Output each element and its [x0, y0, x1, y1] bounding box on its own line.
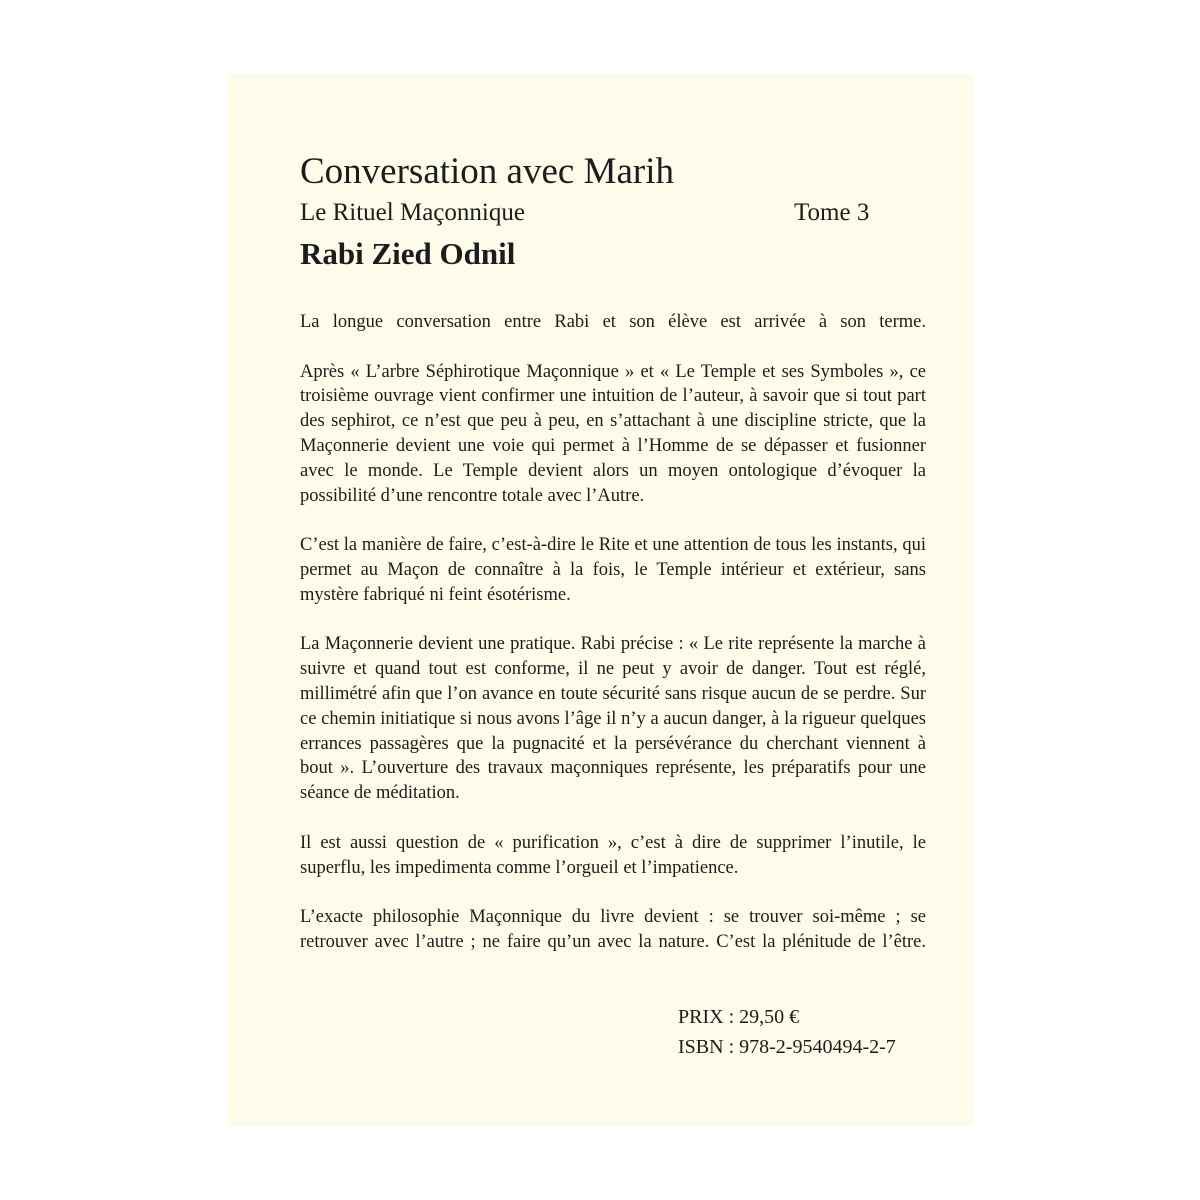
price-label: PRIX : 29,50 € — [678, 1006, 800, 1028]
isbn-label: ISBN : 978-2-9540494-2-7 — [678, 1036, 896, 1058]
blurb-paragraph-2: Après « L’arbre Séphirotique Maçonnique » et « Le Temple et ses Symboles », ce troisième ouvrage vient confirmer une intuition de l’auteur, à savoir que si tout part des sephirot, ce n’est que peu à peu, en s’attachant à une discipline stricte, que la Maçonnerie devient une voie qui permet à l’Homme de se dépasser et fusionner avec le monde. Le Temple devient alors un moyen ontologique d’évoquer la possibilité d’une rencontre totale avec l’Autre. — [300, 361, 926, 506]
publication-info — [678, 1002, 896, 1062]
blurb-paragraph-3: C’est la manière de faire, c’est-à-dire le Rite et une attention de tous les instants, qui permet au Maçon de connaître à la fois, le Temple intérieur et extérieur, sans mystère fabriqué ni feint ésotérisme. — [300, 535, 926, 605]
blurb-paragraph-6: L’exacte philosophie Maçonnique du livre devient : se trouver soi-même ; se retrouver avec l’autre ; ne faire qu’un avec la nature. C’est la plénitude de l’être. — [300, 907, 926, 952]
author-name: Rabi Zied Odnil — [300, 236, 516, 271]
blurb-text — [300, 310, 926, 980]
blurb-paragraph-1: La longue conversation entre Rabi et son élève est arrivée à son terme. — [300, 312, 926, 332]
blurb-paragraph-4: La Maçonnerie devient une pratique. Rabi précise : « Le rite représente la marche à suivre et quand tout est conforme, il ne peut y avoir de danger. Tout est réglé, millimétré afin que l’on avance en toute sécurité sans risque aucun de se perdre. Sur ce chemin initiatique si nous avons l’âge il n’y a aucun danger, à la rigueur quelques errances passagères que la pugnacité et la persévérance du cherchant viennent à bout ». L’ouverture des travaux maçonniques représente, les préparatifs pour une séance de méditation. — [300, 634, 926, 804]
blurb-paragraph-5: Il est aussi question de « purification », c’est à dire de supprimer l’inutile, le superflu, les impedimenta comme l’orgueil et l’impatience. — [300, 832, 926, 878]
book-title: Conversation avec Marih — [300, 151, 674, 192]
book-back-cover — [228, 74, 973, 1126]
subtitle-row — [300, 198, 890, 228]
volume-number: Tome 3 — [794, 199, 870, 226]
book-subtitle: Le Rituel Maçonnique — [300, 199, 525, 226]
